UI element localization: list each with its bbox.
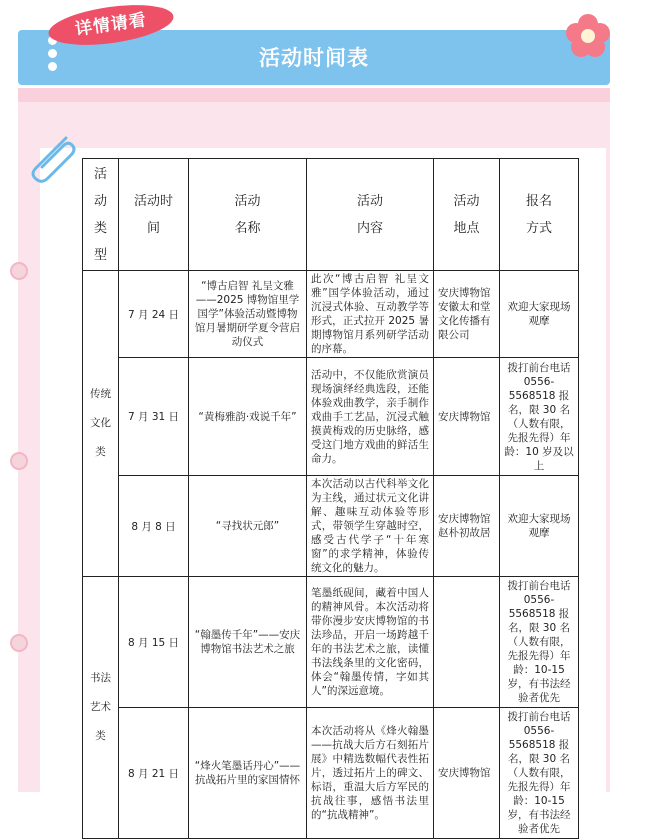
flower-icon (566, 14, 610, 58)
cell-time: 8 月 8 日 (119, 476, 189, 577)
category-calligraphy: 书法艺术类 (83, 577, 119, 839)
cell-content: 此次“博古启智 礼呈文雅”国学体验活动，通过沉浸式体验、互动教学等形式，正式拉开 2025 暑期博物馆月系列研学活动的序幕。 (307, 271, 434, 358)
cell-content: 本次活动将从《烽火翰墨——抗战大后方石刻拓片展》中精选数幅代表性拓片，透过拓片上的碑文、标语，重温大后方军民的抗战往事，感悟书法里的“抗战精神”。 (307, 708, 434, 839)
table-row (83, 476, 579, 577)
header-reg (500, 159, 579, 271)
background-stripe (18, 88, 610, 102)
binder-ring (10, 634, 28, 652)
table-row (83, 271, 579, 358)
header-type: 活动类型 (83, 159, 119, 271)
cell-place: 安庆博物馆 赵朴初故居 (434, 476, 500, 577)
details-tag: 详情请看 (46, 0, 176, 52)
cell-place (434, 577, 500, 708)
header-place-label: 活动地点 (453, 193, 480, 236)
category-culture: 传统文化类 (83, 271, 119, 577)
cell-name: “黄梅雅韵·戏说千年” (189, 358, 307, 476)
cell-registration: 欢迎大家现场观摩 (500, 271, 579, 358)
cell-name: “烽火笔墨话丹心”——抗战拓片里的家国情怀 (189, 708, 307, 839)
cell-place: 安庆博物馆 安徽太和堂文化传播有限公司 (434, 271, 500, 358)
header-time-label: 活动时间 (133, 193, 173, 236)
cell-name: “寻找状元郎” (189, 476, 307, 577)
cell-registration: 拨打前台电话 0556-5568518 报名，限 30 名（人数有限，先报先得）年龄：10-15 岁，有书法经验者优先 (500, 577, 579, 708)
header-content (307, 159, 434, 271)
cell-registration: 拨打前台电话 0556-5568518 报名，限 30 名（人数有限，先报先得）年龄：10-15 岁，有书法经验者优先 (500, 708, 579, 839)
header-name-label: 活动名称 (234, 193, 261, 236)
table-row (83, 708, 579, 839)
table-row (83, 358, 579, 476)
cell-time: 7 月 31 日 (119, 358, 189, 476)
paperclip-icon (22, 132, 82, 186)
cell-time: 8 月 15 日 (119, 577, 189, 708)
table-row (83, 577, 579, 708)
cell-registration: 拨打前台电话 0556-5568518 报名，限 30 名（人数有限，先报先得）年龄：10 岁及以上 (500, 358, 579, 476)
binder-ring (10, 452, 28, 470)
cell-content: 本次活动以古代科举文化为主线，通过状元文化讲解、趣味互动体验等形式，带领学生穿越时空，感受古代学子“十年寒窗”的求学精神，体验传统文化的魅力。 (307, 476, 434, 577)
cell-registration: 欢迎大家现场观摩 (500, 476, 579, 577)
cell-content: 笔墨纸砚间，藏着中国人的精神风骨。本次活动将带你漫步安庆博物馆的书法珍品，开启一场跨越千年的书法艺术之旅，读懂书法线条里的文化密码，体会“翰墨传情，字如其人”的深远意境。 (307, 577, 434, 708)
cell-time: 7 月 24 日 (119, 271, 189, 358)
header-time (119, 159, 189, 271)
header-place (434, 159, 500, 271)
page-title: 活动时间表 (259, 46, 369, 70)
cell-content: 活动中，不仅能欣赏演员现场演绎经典选段，还能体验戏曲教学，亲手制作戏曲手工艺品，沉浸式触摸黄梅戏的历史脉络，感受这门地方戏曲的鲜活生命力。 (307, 358, 434, 476)
cell-place: 安庆博物馆 (434, 358, 500, 476)
cell-name: “博古启智 礼呈文雅——2025 博物馆里学国学”体验活动暨博物馆月暑期研学夏令营启动仪式 (189, 271, 307, 358)
binder-ring (10, 262, 28, 280)
header-name (189, 159, 307, 271)
table-header-row (83, 159, 579, 271)
schedule-table (82, 158, 579, 839)
header-content-label: 活动内容 (356, 193, 383, 236)
header-reg-label: 报名方式 (525, 193, 552, 236)
cell-name: “翰墨传千年”——安庆博物馆书法艺术之旅 (189, 577, 307, 708)
cell-time: 8 月 21 日 (119, 708, 189, 839)
cell-place: 安庆博物馆 (434, 708, 500, 839)
